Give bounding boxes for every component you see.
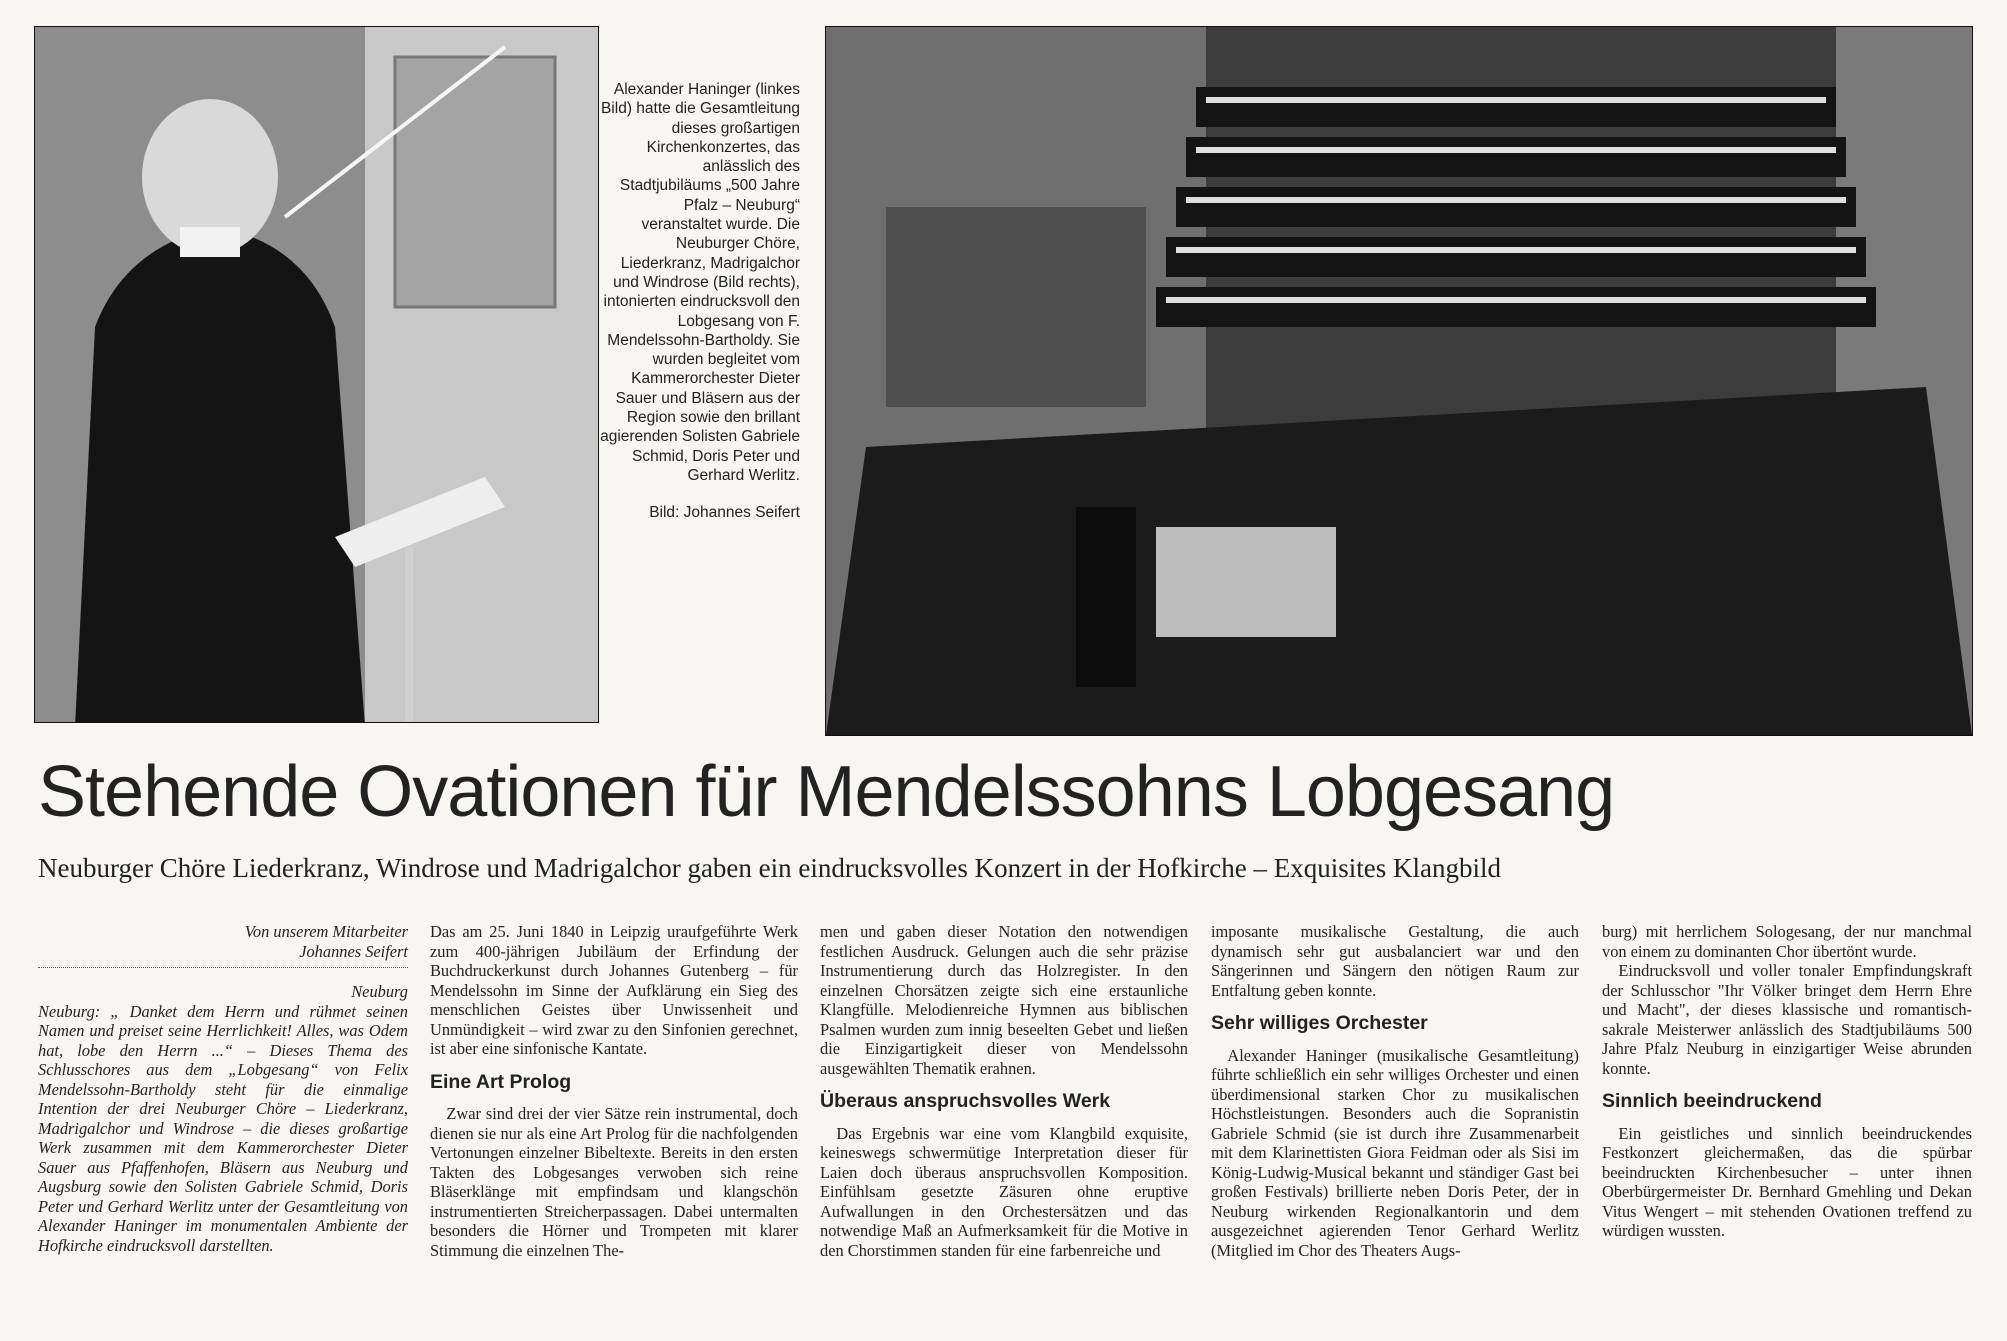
concert-photo	[825, 26, 1973, 736]
article-column-5	[1602, 922, 1972, 1241]
section-heading: Überaus anspruchsvolles Werk	[820, 1090, 1111, 1112]
caption-text: Alexander Haninger (linkes Bild) hatte die Gesamtleitung dieses großartigen Kirchenkonzertes, das anlässlich des Stadtjubiläums „500 Jahre Pfalz – Neuburg“ veranstaltet wurde. Die Neuburger Chöre, Liederkranz, Madrigalchor und Windrose (Bild rechts), intonierten eindrucksvoll den Lobgesang von F. Mendelssohn-Bartholdy. Sie wurden begleitet vom Kammerorchester Dieter Sauer und Bläsern aus der Region sowie den brillant agierenden Solisten Gabriele Schmid, Doris Peter und Gerhard Werlitz.	[600, 81, 800, 484]
section-heading: Eine Art Prolog	[430, 1070, 572, 1093]
paragraph: Zwar sind drei der vier Sätze rein instrumental, doch dienen sie nur als eine Art Prolog für die nachfolgenden Vertonungen einzelner Bibeltexte. Bereits in den ersten Takten des Lobgesanges verwoben sich reine Bläserklänge mit empfindsam und klangschön instrumentierten Streicherpassagen. Dabei untermalten besonders die Hörner und Trompeten mit klarer Stimmung die einzelnen The-	[430, 1104, 798, 1260]
byline-line1: Von unserem Mitarbeiter	[244, 922, 408, 941]
paragraph: Alexander Haninger (musikalische Gesamtleitung) führte schließlich ein sehr williges Orchester und einen überdimensional starken Chor zu musikalischen Höchstleistungen. Besonders auch die Sopranistin Gabriele Schmid (sie ist durch ihre Zusammenarbeit mit dem Klarinettisten Giora Feidman oder als Sisi im König-Ludwig-Musical bekannt und ständiger Gast bei großen Festivals) brillierte neben Doris Peter, der in Neuburg wirkenden Regionalkantorin und dem ausgezeichnet agierenden Tenor Gerhard Werlitz (Mitglied im Chor des Theaters Augs-	[1211, 1045, 1579, 1260]
paragraph: Eindrucksvoll und voller tonaler Empfindungskraft der Schlusschor "Ihr Völker bringet dem Herrn Ehre und Macht", der dieses klassische und romantisch-sakrale Meisterwer anlässlich des Stadtjubiläums 500 Jahre Pfalz Neuburg in einzigartiger Weise abrunden konnte.	[1602, 961, 1972, 1078]
paragraph: Das am 25. Juni 1840 in Leipzig uraufgeführte Werk zum 400-jährigen Jubiläum der Erfindung der Buchdruckerkunst durch Johannes Gutenberg – für Mendelssohn im Sinne der Aufklärung ein Sieg des menschlichen Geistes über Unwissenheit und Unmündigkeit – wird zwar zu den Sinfonien gerechnet, ist aber eine sinfonische Kantate.	[430, 922, 798, 1058]
section-heading: Sehr williges Orchester	[1211, 1012, 1428, 1034]
article-column-1	[38, 922, 408, 1255]
photo-caption	[600, 80, 800, 523]
byline-author: Johannes Seifert	[299, 941, 408, 961]
lead-paragraph: Neuburg: „ Danket dem Herrn und rühmet seinen Namen und preiset seine Herrlichkeit! Alles, was Odem hat, lobe den Herrn ...“ – Dieses Thema des Schlusschores aus dem „Lobgesang“ von Felix Mendelssohn-Bartholdy steht für die einmalige Intention der drei Neuburger Chöre – Liederkranz, Madrigalchor und Windrose – die dieses großartige Werk zusammen mit dem Kammerorchester Dieter Sauer aus Pfaffenhofen, Bläsern aus Neuburg und Augsburg sowie den Solisten Gabriele Schmid, Doris Peter und Gerhard Werlitz unter der Gesamtleitung von Alexander Haninger im monumentalen Ambiente der Hofkirche eindrucksvoll darstellten.	[38, 1001, 408, 1255]
section-heading: Sinnlich beeindruckend	[1602, 1090, 1822, 1112]
headline: Stehende Ovationen für Mendelssohns Lobgesang	[38, 752, 1615, 832]
article-column-2	[430, 922, 798, 1260]
conductor-photo	[34, 26, 599, 723]
article-column-3	[820, 922, 1188, 1260]
paragraph: burg) mit herrlichem Sologesang, der nur manchmal von einem zu dominanten Chor übertönt wurde.	[1602, 922, 1972, 961]
article-column-4	[1211, 922, 1579, 1260]
photo-credit: Bild: Johannes Seifert	[649, 504, 800, 522]
paragraph: men und gaben dieser Notation den notwendigen festlichen Ausdruck. Gelungen auch die sehr präzise Instrumentierung durch das Holzregister. In den einzelnen Chorsätzen zeigte sich eine erstaunliche Klangfülle. Melodienreiche Hymnen aus biblischen Psalmen wurden zum innig beseelten Gebet und ließen die Einzigartigkeit dieser von Mendelssohn ausgewählten Thematik erahnen.	[820, 922, 1188, 1078]
paragraph: Das Ergebnis war eine vom Klangbild exquisite, keineswegs schwermütige Interpretation dieser für Laien doch überaus anspruchsvollen Komposition. Einfühlsam gesetzte Zäsuren ohne eruptive Aufwallungen in den Orchestersätzen und das notwendige Maß an Aufmerksamkeit für die Motive in den Chorstimmen standen für eine farbenreiche und	[820, 1123, 1188, 1260]
subheadline: Neuburger Chöre Liederkranz, Windrose und Madrigalchor gaben ein eindrucksvolles Konzert in der Hofkirche – Exquisites Klangbild	[38, 853, 1501, 883]
paragraph: Ein geistliches und sinnlich beeindruckendes Festkonzert gleichermaßen, das die spürbar beeindruckten Kirchenbesucher – unter ihnen Oberbürgermeister Dr. Bernhard Gmehling und Dekan Vitus Wengert – mit stehenden Ovationen treffend zu würdigen wussten.	[1602, 1123, 1972, 1240]
paragraph: imposante musikalische Gestaltung, die auch dynamisch sehr gut ausbalanciert war und den Sängerinnen und Sängern den nötigen Raum zur Entfaltung geben konnte.	[1211, 922, 1579, 1000]
dateline: Neuburg	[351, 982, 408, 1001]
byline-divider	[38, 967, 408, 968]
